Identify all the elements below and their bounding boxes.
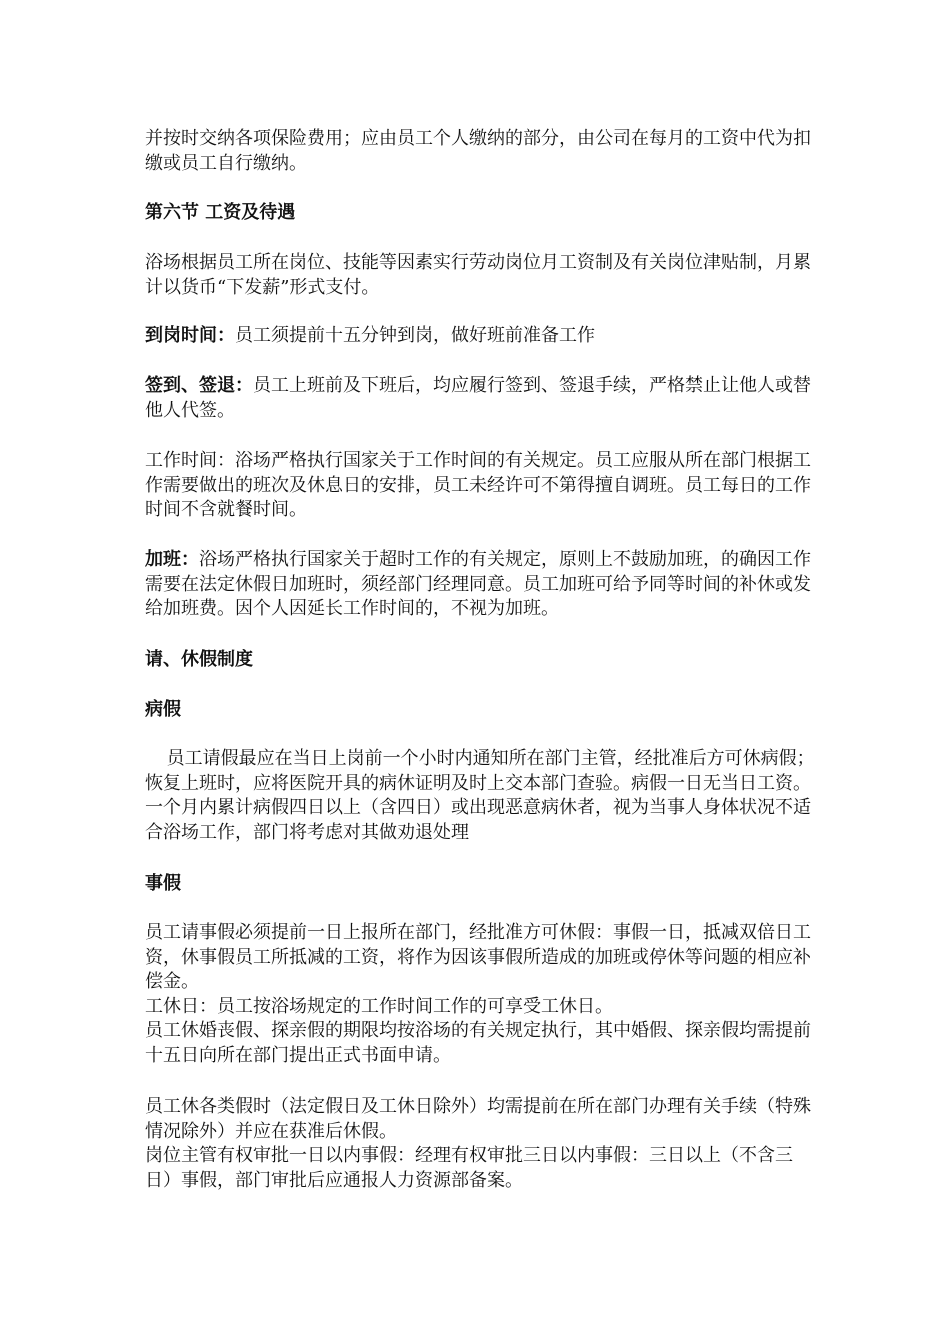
personal-text: 员工请事假必须提前一日上报所在部门，经批准方可休假：事假一日，抵减双倍日工资，休事假员工所抵减的工资，将作为因该事假所造成的加班或停休等问题的相应补偿金。 (145, 922, 811, 992)
worktime-text: 工作时间：浴场严格执行国家关于工作时间的有关规定。员工应服从所在部门根据工作需要做出的班次及休息日的安排，员工未经许可不第得擅自调班。员工每日的工作时间不含就餐时间。 (145, 450, 811, 520)
paragraph-text: 浴场根据员工所在岗位、技能等因素实行劳动岗位月工资制及有关岗位津贴制，月累计以货币“下发薪”形式支付。 (145, 252, 811, 298)
paragraph-insurance (145, 127, 815, 176)
personal-heading (145, 872, 815, 897)
leave-heading (145, 648, 815, 673)
sick-title: 病假 (145, 699, 181, 720)
section6-title: 第六节 工资及待遇 (145, 202, 296, 223)
paragraph-text: 并按时交纳各项保险费用；应由员工个人缴纳的部分，由公司在每月的工资中代为扣缴或员工自行缴纳。 (145, 128, 811, 174)
signin-text: 员工上班前及下班后，均应履行签到、签退手续，严格禁止让他人或替他人代签。 (145, 375, 811, 421)
sick-heading (145, 698, 815, 723)
paragraph-personal-leave (145, 921, 815, 1068)
personal-title: 事假 (145, 873, 181, 894)
arrival-label: 到岗时间： (145, 325, 235, 346)
approval-text: 岗位主管有权审批一日以内事假：经理有权审批三日以内事假：三日以上（不含三日）事假，部门审批后应通报人力资源部备案。 (145, 1145, 793, 1191)
marriage-text: 员工休婚丧假、探亲假的期限均按浴场的有关规定执行，其中婚假、探亲假均需提前十五日向所在部门提出正式书面申请。 (145, 1020, 811, 1066)
paragraph-signin (145, 374, 815, 423)
paragraph-arrival (145, 324, 815, 349)
paragraph-worktime (145, 449, 815, 523)
restday-text: 工休日：员工按浴场规定的工作时间工作的可享受工休日。 (145, 995, 613, 1017)
paragraph-salary (145, 251, 815, 300)
signin-label: 签到、签退： (145, 375, 253, 396)
paragraph-sick-leave (145, 747, 815, 845)
leave-title: 请、休假制度 (145, 649, 253, 670)
overtime-label: 加班： (145, 549, 199, 570)
sick-text: 员工请假最应在当日上岗前一个小时内通知所在部门主管，经批准后方可休病假；恢复上班时，应将医院开具的病休证明及时上交本部门查验。病假一日无当日工资。一个月内累计病假四日以上（含四日）或出现恶意病休者，视为当事人身体状况不适合浴场工作，部门将考虑对其做劝退处理 (145, 748, 815, 843)
procedure-text: 员工休各类假时（法定假日及工休日除外）均需提前在所在部门办理有关手续（特殊情况除外）并应在获准后休假。 (145, 1096, 811, 1142)
paragraph-overtime (145, 548, 815, 622)
arrival-text: 员工须提前十五分钟到岗，做好班前准备工作 (235, 325, 595, 346)
paragraph-leave-procedure (145, 1095, 815, 1193)
section-heading (145, 201, 815, 226)
overtime-text: 浴场严格执行国家关于超时工作的有关规定，原则上不鼓励加班，的确因工作需要在法定休假日加班时，须经部门经理同意。员工加班可给予同等时间的补休或发给加班费。因个人因延长工作时间的，不视为加班。 (145, 549, 811, 619)
